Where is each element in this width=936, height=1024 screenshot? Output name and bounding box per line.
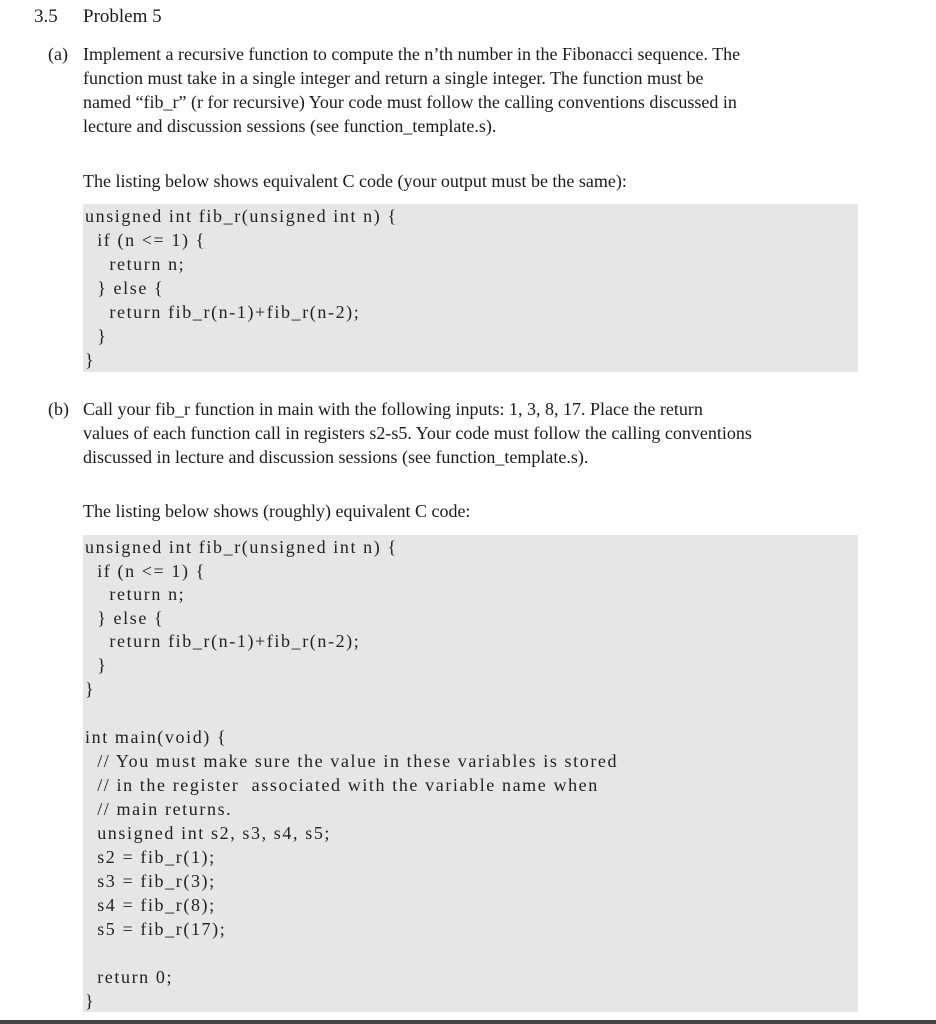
code-line: s2 = fib_r(1); (85, 847, 216, 867)
code-line: unsigned int s2, s3, s4, s5; (85, 823, 332, 843)
code-line: return n; (85, 254, 186, 274)
code-line: } (85, 679, 96, 699)
code-line: // main returns. (85, 799, 233, 819)
part-a-line: lecture and discussion sessions (see function_template.s). (83, 116, 497, 136)
part-a-listing-intro: The listing below shows equivalent C code (your output must be the same): (83, 171, 627, 191)
page-bottom-border (0, 1020, 936, 1024)
code-line: } (85, 655, 108, 675)
part-a-line: named “fib_r” (r for recursive) Your code must follow the calling conventions discussed in (83, 92, 737, 112)
code-line: } else { (85, 608, 165, 628)
part-a-label: (a) (48, 44, 68, 64)
code-line: int main(void) { (85, 727, 228, 747)
part-a-line: Implement a recursive function to compute the n’th number in the Fibonacci sequence. The (83, 44, 741, 64)
code-line: s4 = fib_r(8); (85, 895, 216, 915)
section-number: 3.5 (34, 6, 58, 27)
part-b-listing-intro: The listing below shows (roughly) equivalent C code: (83, 501, 471, 521)
code-line: } (85, 991, 96, 1011)
part-a-line: function must take in a single integer and return a single integer. The function must be (83, 68, 704, 88)
code-line: } (85, 350, 96, 370)
code-line: if (n <= 1) { (85, 561, 206, 581)
part-a-text (83, 42, 858, 138)
code-line: } (85, 326, 108, 346)
code-line: return 0; (85, 967, 174, 987)
code-line: unsigned int fib_r(unsigned int n) { (85, 206, 398, 226)
code-listing-a (83, 204, 858, 372)
code-line: if (n <= 1) { (85, 230, 206, 250)
part-b-line: discussed in lecture and discussion sessions (see function_template.s). (83, 447, 589, 467)
part-b-line: values of each function call in registers s2-s5. Your code must follow the calling conventions (83, 423, 752, 443)
code-line: // in the register associated with the variable name when (85, 775, 599, 795)
code-line: unsigned int fib_r(unsigned int n) { (85, 537, 398, 557)
code-listing-b (83, 535, 858, 1012)
part-b-text (83, 397, 858, 469)
code-line: return fib_r(n-1)+fib_r(n-2); (85, 631, 361, 651)
code-line: // You must make sure the value in these variables is stored (85, 751, 619, 771)
code-line: s3 = fib_r(3); (85, 871, 216, 891)
part-b-label: (b) (48, 399, 69, 419)
part-b-line: Call your fib_r function in main with the following inputs: 1, 3, 8, 17. Place the return (83, 399, 703, 419)
code-line: return n; (85, 584, 186, 604)
code-line: s5 = fib_r(17); (85, 919, 227, 939)
section-title: Problem 5 (83, 6, 162, 27)
code-line: return fib_r(n-1)+fib_r(n-2); (85, 302, 361, 322)
code-line: } else { (85, 278, 165, 298)
